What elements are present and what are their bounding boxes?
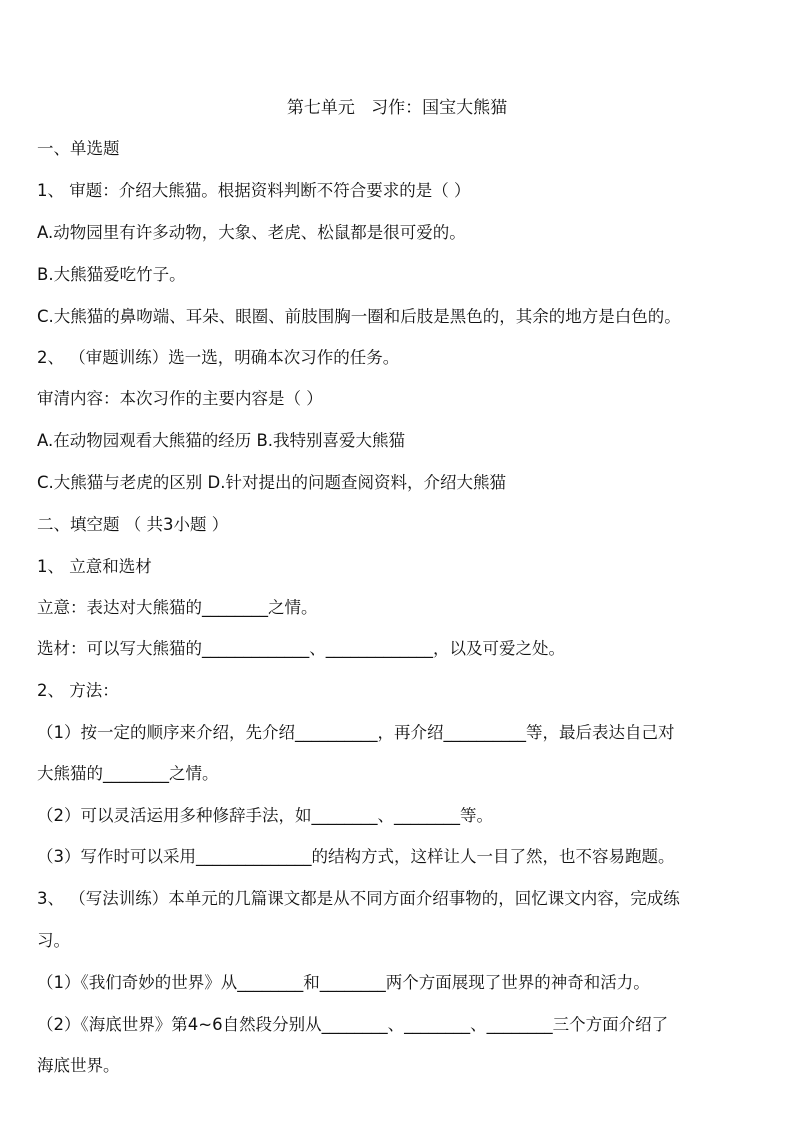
fill-question-2-item3: （3）写作时可以采用______________的结构方式，这样让人一目了然，也不容易跑题。 (37, 847, 675, 866)
question-1-option-a: A.动物园里有许多动物，大象、老虎、松鼠都是很可爱的。 (37, 223, 466, 242)
question-1-option-c: C.大熊猫的鼻吻端、耳朵、眼圈、前肢围胸一圈和后肢是黑色的，其余的地方是白色的。 (37, 307, 681, 326)
fill-question-2-item1-a: （1）按一定的顺序来介绍，先介绍__________，再介绍__________等，最后表达自己对 (37, 723, 675, 742)
question-2-options-row1: A.在动物园观看大熊猫的经历 B.我特别喜爱大熊猫 (37, 431, 406, 450)
fill-question-2-item2: （2）可以灵活运用多种修辞手法，如________、________等。 (37, 806, 493, 825)
question-1-option-b: B.大熊猫爱吃竹子。 (37, 265, 186, 284)
page-title: 第七单元 习作：国宝大熊猫 (286, 98, 508, 118)
section-heading-single-choice: 一、单选题 (37, 139, 120, 158)
fill-question-2-stem: 2、 方法： (37, 681, 119, 700)
section-heading-fill-blank: 二、填空题 （ 共3小题 ） (37, 515, 229, 534)
question-2-stem: 2、 （审题训练）选一选，明确本次习作的任务。 (37, 348, 400, 367)
fill-question-3-item2-a: （2）《海底世界》第4~6自然段分别从________、________、________三个方面介绍了 (37, 1015, 669, 1034)
fill-question-1-line2: 选材：可以写大熊猫的_____________、_____________，以及可爱之处。 (37, 639, 565, 658)
question-2-prompt: 审清内容：本次习作的主要内容是（ ） (37, 389, 323, 408)
question-1-stem: 1、 审题：介绍大熊猫。根据资料判断不符合要求的是（ ） (37, 181, 471, 200)
fill-question-3-item2-b: 海底世界。 (37, 1056, 120, 1075)
fill-question-3-stem-b: 习。 (37, 931, 70, 950)
fill-question-1-line1: 立意：表达对大熊猫的________之情。 (37, 598, 318, 617)
question-2-options-row2: C.大熊猫与老虎的区别 D.针对提出的问题查阅资料，介绍大熊猫 (37, 473, 506, 492)
fill-question-3-stem-a: 3、 （写法训练）本单元的几篇课文都是从不同方面介绍事物的，回忆课文内容，完成练 (37, 889, 680, 908)
fill-question-2-item1-b: 大熊猫的________之情。 (37, 764, 219, 783)
fill-question-3-item1: （1）《我们奇妙的世界》从________和________两个方面展现了世界的神奇和活力。 (37, 973, 650, 992)
fill-question-1-stem: 1、 立意和选材 (37, 557, 152, 576)
